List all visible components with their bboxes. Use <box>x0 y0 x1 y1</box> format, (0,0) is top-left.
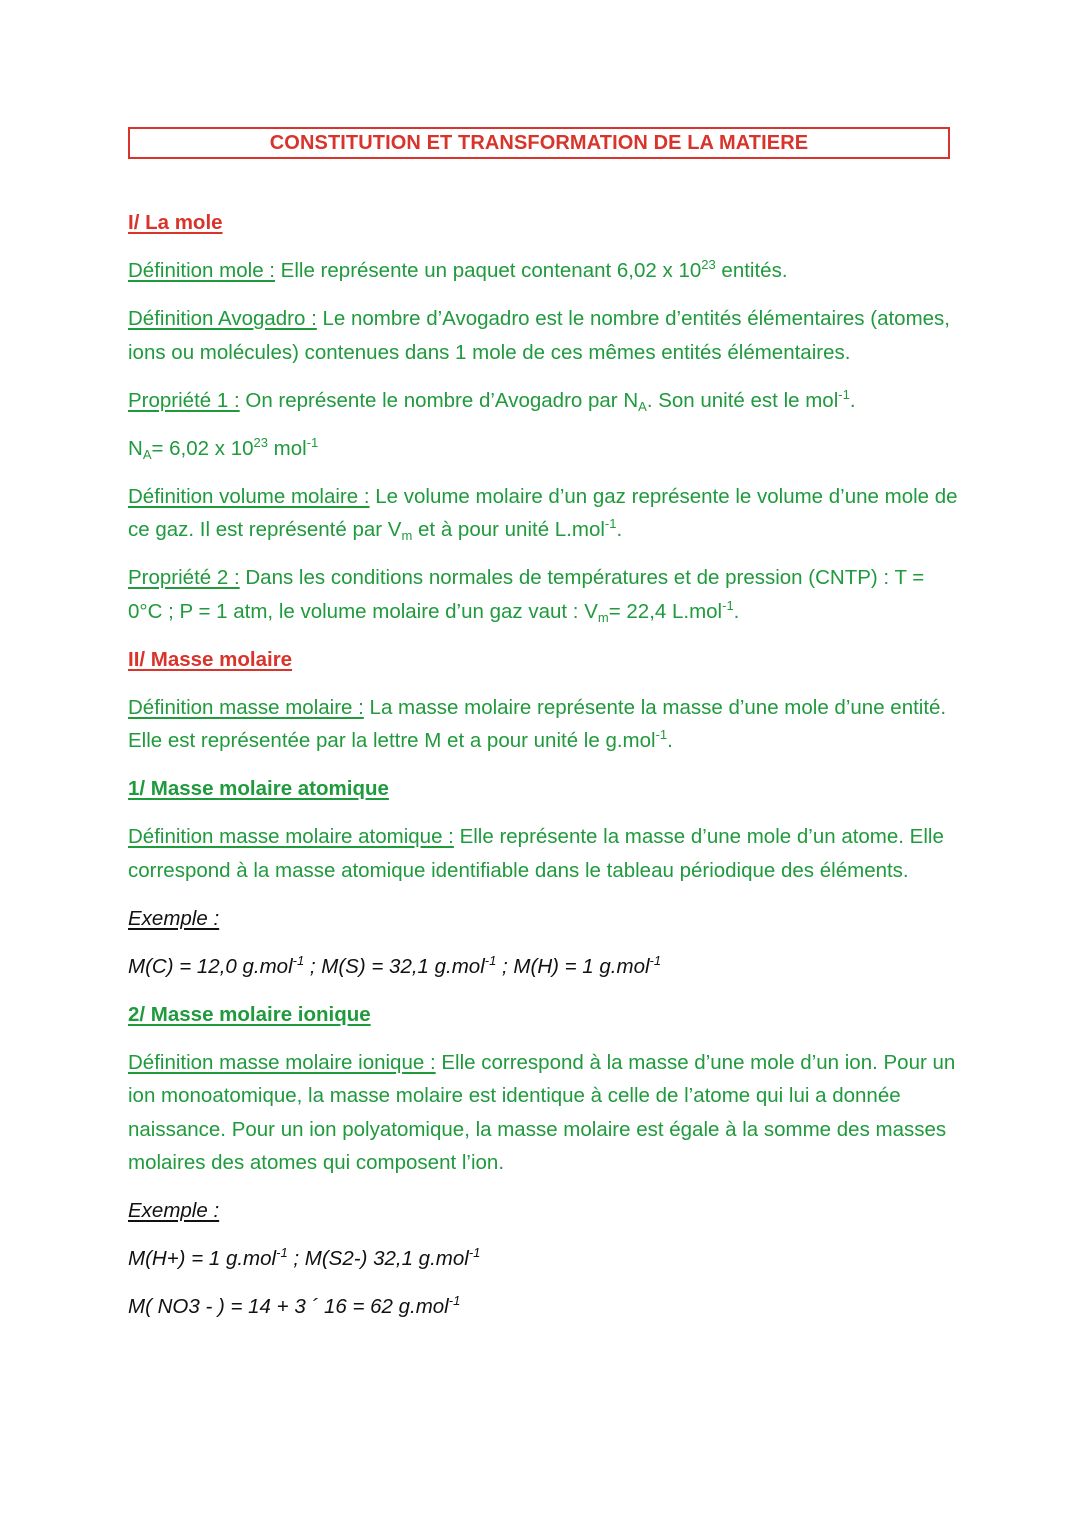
definition-mole: Définition mole : Elle représente un paquet contenant 6,02 x $10^{23}$ entités. <box>128 257 788 282</box>
property-1: Propriété 1 : On représente le nombre d’Avogadro par $N_A$. Son unité est le mol$^{-1}$. <box>128 386 856 414</box>
document-body <box>128 206 958 1338</box>
example-atomic: M(C) = 12,0 g.mol$^{-1}$ ; M(S) = 32,1 g.mol$^{-1}$ ; M(H) = 1 g.mol$^{-1}$ <box>128 952 662 978</box>
definition-label: Définition masse molaire : <box>128 695 364 719</box>
definition-ionic-molar-mass: Définition masse molaire ionique : Elle correspond à la masse d’une mole d’un ion. Pour un ion monoatomique, la masse molaire est identique à celle de l’atome qui lui a donnée naissance. Pour un ion polyatomique, la masse molaire est égale à la somme des masses molaires des atomes qui composent l’ion. <box>128 1050 956 1174</box>
definition-label: Définition mole : <box>128 259 275 282</box>
definition-label: Définition masse molaire atomique : <box>128 825 454 848</box>
subsection-heading-ionic: 2/ Masse molaire ionique <box>128 1002 371 1026</box>
property-2: Propriété 2 : Dans les conditions normales de températures et de pression (CNTP) : T = 0°C ; P = 1 atm, le volume molaire d’un gaz vaut : $V_m= 22,4$ L.mol$^{-1}$. <box>128 566 925 625</box>
section-heading-molar-mass: II/ Masse molaire <box>128 647 293 671</box>
example-ionic-2: M( NO3 - ) = 14 + 3 ´ 16 = 62 g.mol$^{-1}$ <box>128 1293 461 1318</box>
definition-molar-mass: Définition masse molaire : La masse molaire représente la masse d’une mole d’une entité. Elle est représentée par la lettre M et a pour unité le g.mol$^{-1}$. <box>128 695 947 752</box>
definition-atomic-molar-mass: Définition masse molaire atomique : Elle représente la masse d’une mole d’un atome. Elle correspond à la masse atomique identifiable dans le tableau périodique des éléments. <box>128 825 944 882</box>
title-box <box>128 127 950 159</box>
example-label-2: Exemple : <box>128 1199 220 1222</box>
definition-label: Définition volume molaire : <box>128 484 370 508</box>
definition-label: Définition masse molaire ionique : <box>128 1050 436 1074</box>
property-label: Propriété 2 : <box>128 566 240 589</box>
definition-label: Définition Avogadro : <box>128 307 317 330</box>
section-heading-mole: I/ La mole <box>128 211 223 234</box>
example-ionic-1: M(H+) = 1 g.mol$^{-1}$ ; M(S2-) 32,1 g.mol$^{-1}$ <box>128 1245 481 1270</box>
definition-avogadro: Définition Avogadro : Le nombre d’Avogadro est le nombre d’entités élémentaires (atomes, ions ou molécules) contenues dans 1 mole de ces mêmes entités élémentaires. <box>128 307 951 364</box>
example-label-1: Exemple : <box>128 906 220 930</box>
definition-molar-volume: Définition volume molaire : Le volume molaire d’un gaz représente le volume d’une mole de ce gaz. Il est représenté par $V_m$ et à pour unité L.mol$^{-1}$. <box>128 484 958 543</box>
subsection-heading-atomic: 1/ Masse molaire atomique <box>128 777 389 800</box>
avogadro-value: $N_A= 6,02$ x $10^{23}$ mol$^{-1}$ <box>128 434 319 462</box>
page-title: CONSTITUTION ET TRANSFORMATION DE LA MATIERE <box>269 131 809 154</box>
property-label: Propriété 1 : <box>128 388 240 412</box>
